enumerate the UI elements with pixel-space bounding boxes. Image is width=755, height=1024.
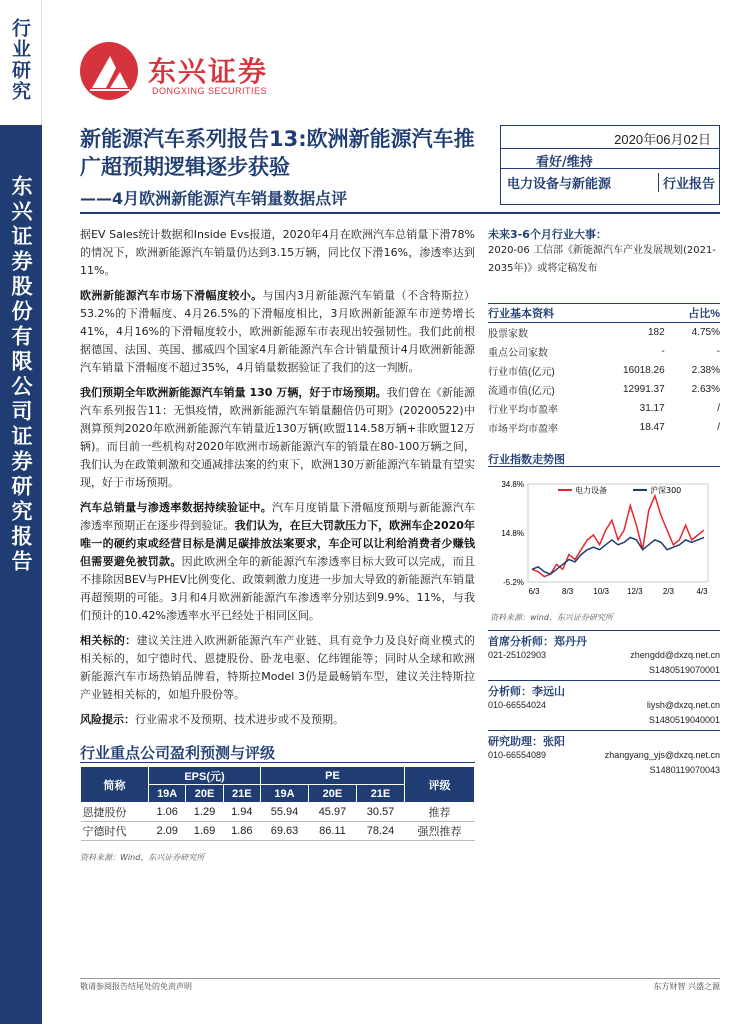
table-row	[81, 803, 475, 822]
analyst-phone: 010-66554024	[488, 700, 547, 710]
col-eps: EPS(元)	[149, 767, 261, 785]
footer-slogan: 东方财智 兴盛之源	[653, 982, 720, 991]
col-year: 20E	[308, 785, 356, 803]
y-tick-label: -5.2%	[503, 578, 524, 587]
table-row: 行业市值(亿元) 16018.26 2.38%	[488, 364, 720, 378]
earnings-source: 资料来源：Wind、东兴证券研究所	[80, 853, 205, 862]
para-5-text: 建议关注进入欧洲新能源汽车产业链、具有竞争力及良好商业模式的相关标的，如宁德时代、恩捷股份、卧龙电驱、亿纬锂能等；同时从全球和欧洲新能源汽车市场热销品牌看，特斯拉Model 3仍是最畅销车型，建议关注特斯拉产业链相关标的，如旭升股份等。	[80, 634, 476, 701]
legend-label: 电力设备	[575, 486, 607, 495]
analyst-phone: 010-66554089	[488, 750, 547, 760]
sidebar-company	[0, 125, 42, 1024]
analyst-3	[488, 730, 720, 780]
rating-cell: 推荐	[405, 803, 475, 822]
col-name: 简称	[81, 767, 149, 803]
analyst-phone: 021-25102903	[488, 650, 547, 660]
logo-mark-icon	[80, 42, 138, 100]
para-4-emphasis: 我们认为，在巨大罚款压力下，欧洲车企2020年唯一的硬约束或经营目标是满足碳排放法案要求，车企可以让利给消费者少赚钱但需要避免被罚款。	[80, 519, 475, 568]
basic-data-pct-head: 占比%	[671, 304, 720, 323]
logo-name-en: DONGXING SECURITIES	[152, 86, 268, 96]
analyst-cert: S1480519040001	[648, 715, 720, 725]
basic-data-table	[488, 303, 720, 437]
chart-lines	[532, 496, 704, 577]
y-tick-label: 14.8%	[501, 529, 524, 538]
col-year: 20E	[186, 785, 223, 803]
outlook-head: 未来3-6个月行业大事：	[488, 228, 607, 241]
index-trend-chart	[488, 478, 720, 608]
analyst-2	[488, 680, 720, 730]
analyst-cert: S1480519070001	[648, 665, 720, 675]
earnings-table	[80, 766, 475, 841]
para-3-text: 我们曾在《新能源汽车系列报告11：无惧疫情，欧洲新能源汽车销量翻倍仍可期》(20200522)中测算预判2020年欧洲新能源汽车销量近130万辆(欧盟114.58万辆+非欧盟12万辆)。而目前一些机构对2020年欧洲市场新能源汽车的销量在80-100万辆之间，我们认为在政策刺激和交通减排法案的约束下，欧洲130万新能源汽车销量有望实现，好于市场预期。	[80, 386, 476, 489]
para-2	[80, 287, 475, 377]
sidebar-top	[0, 0, 42, 125]
sector-row	[501, 168, 719, 194]
title-divider	[80, 212, 720, 214]
company-logo	[80, 42, 280, 100]
outlook-block	[488, 226, 720, 278]
para-4-text-a: 汽车月度销量下滑幅度预期与新能源汽车渗透率预期正在逐步得到验证。	[80, 501, 475, 532]
table-row: 流通市值(亿元) 12991.37 2.63%	[488, 383, 720, 397]
analyst-role: 首席分析师：郑丹丹	[488, 630, 720, 650]
cell: 69.63	[260, 822, 308, 841]
report-date: 2020年06月02日	[614, 132, 711, 147]
series-line	[532, 537, 704, 574]
rating-row	[501, 148, 719, 168]
footer-disclaimer: 敬请参阅报告结尾处的免责声明	[80, 982, 192, 991]
para-6-text: 行业需求不及预期、技术进步或不及预期。	[135, 713, 344, 726]
outlook-text: 2020-06 工信部《新能源汽车产业发展规划(2021-2035年)》或将定稿发布	[488, 245, 716, 274]
para-2-lead: 欧洲新能源汽车市场下滑幅度较小。	[80, 289, 263, 302]
basic-data-head: 行业基本资料	[488, 304, 597, 323]
col-rating: 评级	[405, 767, 475, 803]
cell: 86.11	[308, 822, 356, 841]
cell: 55.94	[260, 803, 308, 822]
analyst-role: 分析师：李远山	[488, 680, 720, 700]
chart-axis	[501, 480, 708, 596]
x-tick-label: 12/3	[627, 587, 643, 596]
para-4-lead: 汽车总销量与渗透率数据持续验证中。	[80, 501, 272, 514]
cell: 30.57	[356, 803, 404, 822]
para-2-text: 与国内3月新能源汽车销量（不含特斯拉）53.2%的下滑幅度、4月26.5%的下滑幅度相比，3月欧洲新能源车市逆势增长41%，4月16%的下滑幅度较小，欧洲新能源车市表现出较强韧性。我们此前根据德国、法国、英国、挪威四个国家4月新能源汽车合计销量预计4月欧洲新能源汽车销量下滑幅度不超过35%，4月销量数据验证了我们的这一判断。	[80, 289, 476, 374]
x-tick-label: 8/3	[562, 587, 574, 596]
cell: 1.06	[149, 803, 186, 822]
x-tick-label: 10/3	[593, 587, 609, 596]
earnings-divider	[80, 762, 475, 763]
para-3	[80, 384, 475, 492]
report-title: 新能源汽车系列报告13:欧洲新能源汽车推广超预期逻辑逐步获验	[80, 127, 475, 179]
cell: 1.86	[223, 822, 260, 841]
report-meta-box	[500, 125, 720, 205]
para-6-lead: 风险提示：	[80, 713, 135, 726]
table-row: 重点公司家数 - -	[488, 345, 720, 359]
para-5-lead: 相关标的：	[80, 634, 137, 647]
chart-divider	[488, 466, 720, 467]
x-tick-label: 4/3	[696, 587, 708, 596]
section-label: 行业研究	[9, 18, 31, 102]
series-line	[532, 496, 704, 577]
analyst-email[interactable]: liysh@dxzq.net.cn	[646, 700, 720, 710]
chart-legend	[558, 485, 681, 495]
company-name: 恩捷股份	[81, 803, 149, 822]
para-4	[80, 499, 475, 625]
para-5	[80, 632, 475, 704]
company-label: 东兴证券股份有限公司证券研究报告	[9, 175, 33, 575]
x-tick-label: 6/3	[528, 587, 540, 596]
report-type: 行业报告	[658, 173, 715, 192]
analyst-block	[488, 630, 720, 780]
rating-cell: 强烈推荐	[405, 822, 475, 841]
para-3-lead: 我们预期全年欧洲新能源汽车销量 130 万辆，好于市场预期。	[80, 386, 387, 399]
cell: 1.94	[223, 803, 260, 822]
cell: 1.29	[186, 803, 223, 822]
earnings-section-title: 行业重点公司盈利预测与评级	[80, 744, 276, 762]
table-row: 股票家数 182 4.75%	[488, 326, 720, 340]
report-body	[80, 226, 475, 736]
cell: 1.69	[186, 822, 223, 841]
company-name: 宁德时代	[81, 822, 149, 841]
cell: 2.09	[149, 822, 186, 841]
basic-data-header	[488, 304, 720, 323]
col-pe: PE	[260, 767, 404, 785]
col-year: 21E	[223, 785, 260, 803]
col-year: 19A	[260, 785, 308, 803]
legend-label: 沪深300	[650, 486, 682, 495]
logo-name-cn: 东兴证券	[148, 55, 269, 88]
footer-divider	[80, 978, 720, 979]
report-subtitle: ——4月欧洲新能源汽车销量数据点评	[80, 189, 348, 208]
sector-name: 电力设备与新能源	[507, 177, 612, 192]
y-tick-label: 34.8%	[501, 480, 524, 489]
analyst-1	[488, 630, 720, 680]
analyst-email[interactable]: zhengdd@dxzq.net.cn	[630, 650, 720, 660]
col-year: 21E	[356, 785, 404, 803]
table-row: 市场平均市盈率 18.47 /	[488, 421, 720, 435]
para-4-text-b: 因此欧洲全年的新能源汽车渗透率目标大致可以完成，而且不排除因BEV与PHEV比例变化、政策刺激力度进一步加大导致的新能源汽车销量再超预期的可能。3月和4月欧洲新能源汽车渗透率分别达到9.9%、11%，与我们预计的10.42%渗透率水平已经处于相同区间。	[80, 555, 476, 622]
industry-rating: 看好/维持	[536, 155, 593, 170]
para-1: 据EV Sales统计数据和Inside Evs报道，2020年4月在欧洲汽车总销量下滑78%的情况下，欧洲新能源汽车销量仍达到3.15万辆，同比仅下滑16%，渗透率达到11%。	[80, 228, 475, 277]
cell: 45.97	[308, 803, 356, 822]
para-6	[80, 711, 475, 729]
col-year: 19A	[149, 785, 186, 803]
analyst-role: 研究助理：张阳	[488, 730, 720, 750]
analyst-cert: S1480119070043	[649, 765, 720, 775]
x-tick-label: 2/3	[662, 587, 674, 596]
analyst-email[interactable]: zhangyang_yjs@dxzq.net.cn	[604, 750, 720, 760]
chart-head: 行业指数走势图	[488, 453, 565, 466]
chart-source: 资料来源：wind、东兴证券研究所	[490, 613, 613, 622]
table-row: 行业平均市盈率 31.17 /	[488, 402, 720, 416]
table-row	[81, 822, 475, 841]
cell: 78.24	[356, 822, 404, 841]
